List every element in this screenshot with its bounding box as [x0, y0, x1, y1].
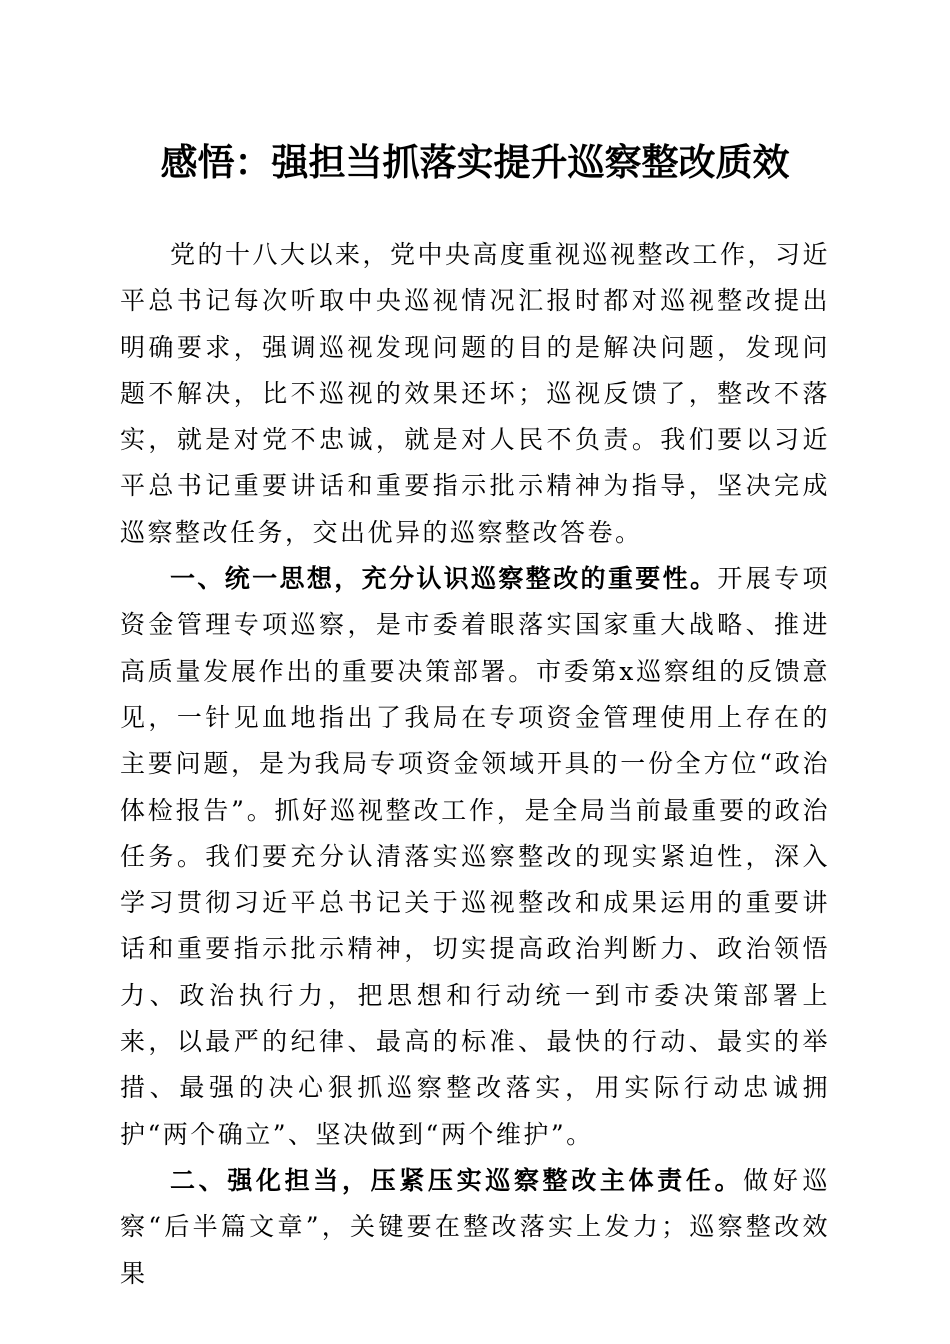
- section-one-text: 开展专项资金管理专项巡察，是市委着眼落实国家重大战略、推进高质量发展作出的重要决策部署。市委第x巡察组的反馈意见，一针见血地指出了我局在专项资金管理使用上存在的主要问题，是为我局专项资金领域开具的一份全方位“政治体检报告”。抓好巡视整改工作，是全局当前最重要的政治任务。我们要充分认清落实巡察整改的现实紧迫性，深入学习贯彻习近平总书记关于巡视整改和成果运用的重要讲话和重要指示批示精神，切实提高政治判断力、政治领悟力、政治执行力，把思想和行动统一到市委决策部署上来，以最严的纪律、最高的标准、最快的行动、最实的举措、最强的决心狠抓巡察整改落实，用实际行动忠诚拥护“两个确立”、坚决做到“两个维护”。: [120, 564, 830, 1149]
- paragraph-section-one: [120, 556, 830, 1158]
- paragraph-intro-text: 党的十八大以来，党中央高度重视巡视整改工作，习近平总书记每次听取中央巡视情况汇报时都对巡视整改提出明确要求，强调巡视发现问题的目的是解决问题，发现问题不解决，比不巡视的效果还坏；巡视反馈了，整改不落实，就是对党不忠诚，就是对人民不负责。我们要以习近平总书记重要讲话和重要指示批示精神为指导，坚决完成巡察整改任务，交出优异的巡察整改答卷。: [120, 240, 831, 547]
- section-one-heading: 一、统一思想，充分认识巡察整改的重要性。: [170, 564, 718, 594]
- section-two-heading: 二、强化担当，压紧压实巡察整改主体责任。: [170, 1165, 744, 1195]
- document-title: 感悟：强担当抓落实提升巡察整改质效: [160, 140, 790, 184]
- section-two-text: 做好巡察“后半篇文章”，关键要在整改落实上发力；巡察整改效果: [120, 1165, 830, 1288]
- paragraph-section-two: [120, 1158, 830, 1297]
- paragraph-intro: [120, 232, 830, 556]
- document-body: [120, 232, 830, 1297]
